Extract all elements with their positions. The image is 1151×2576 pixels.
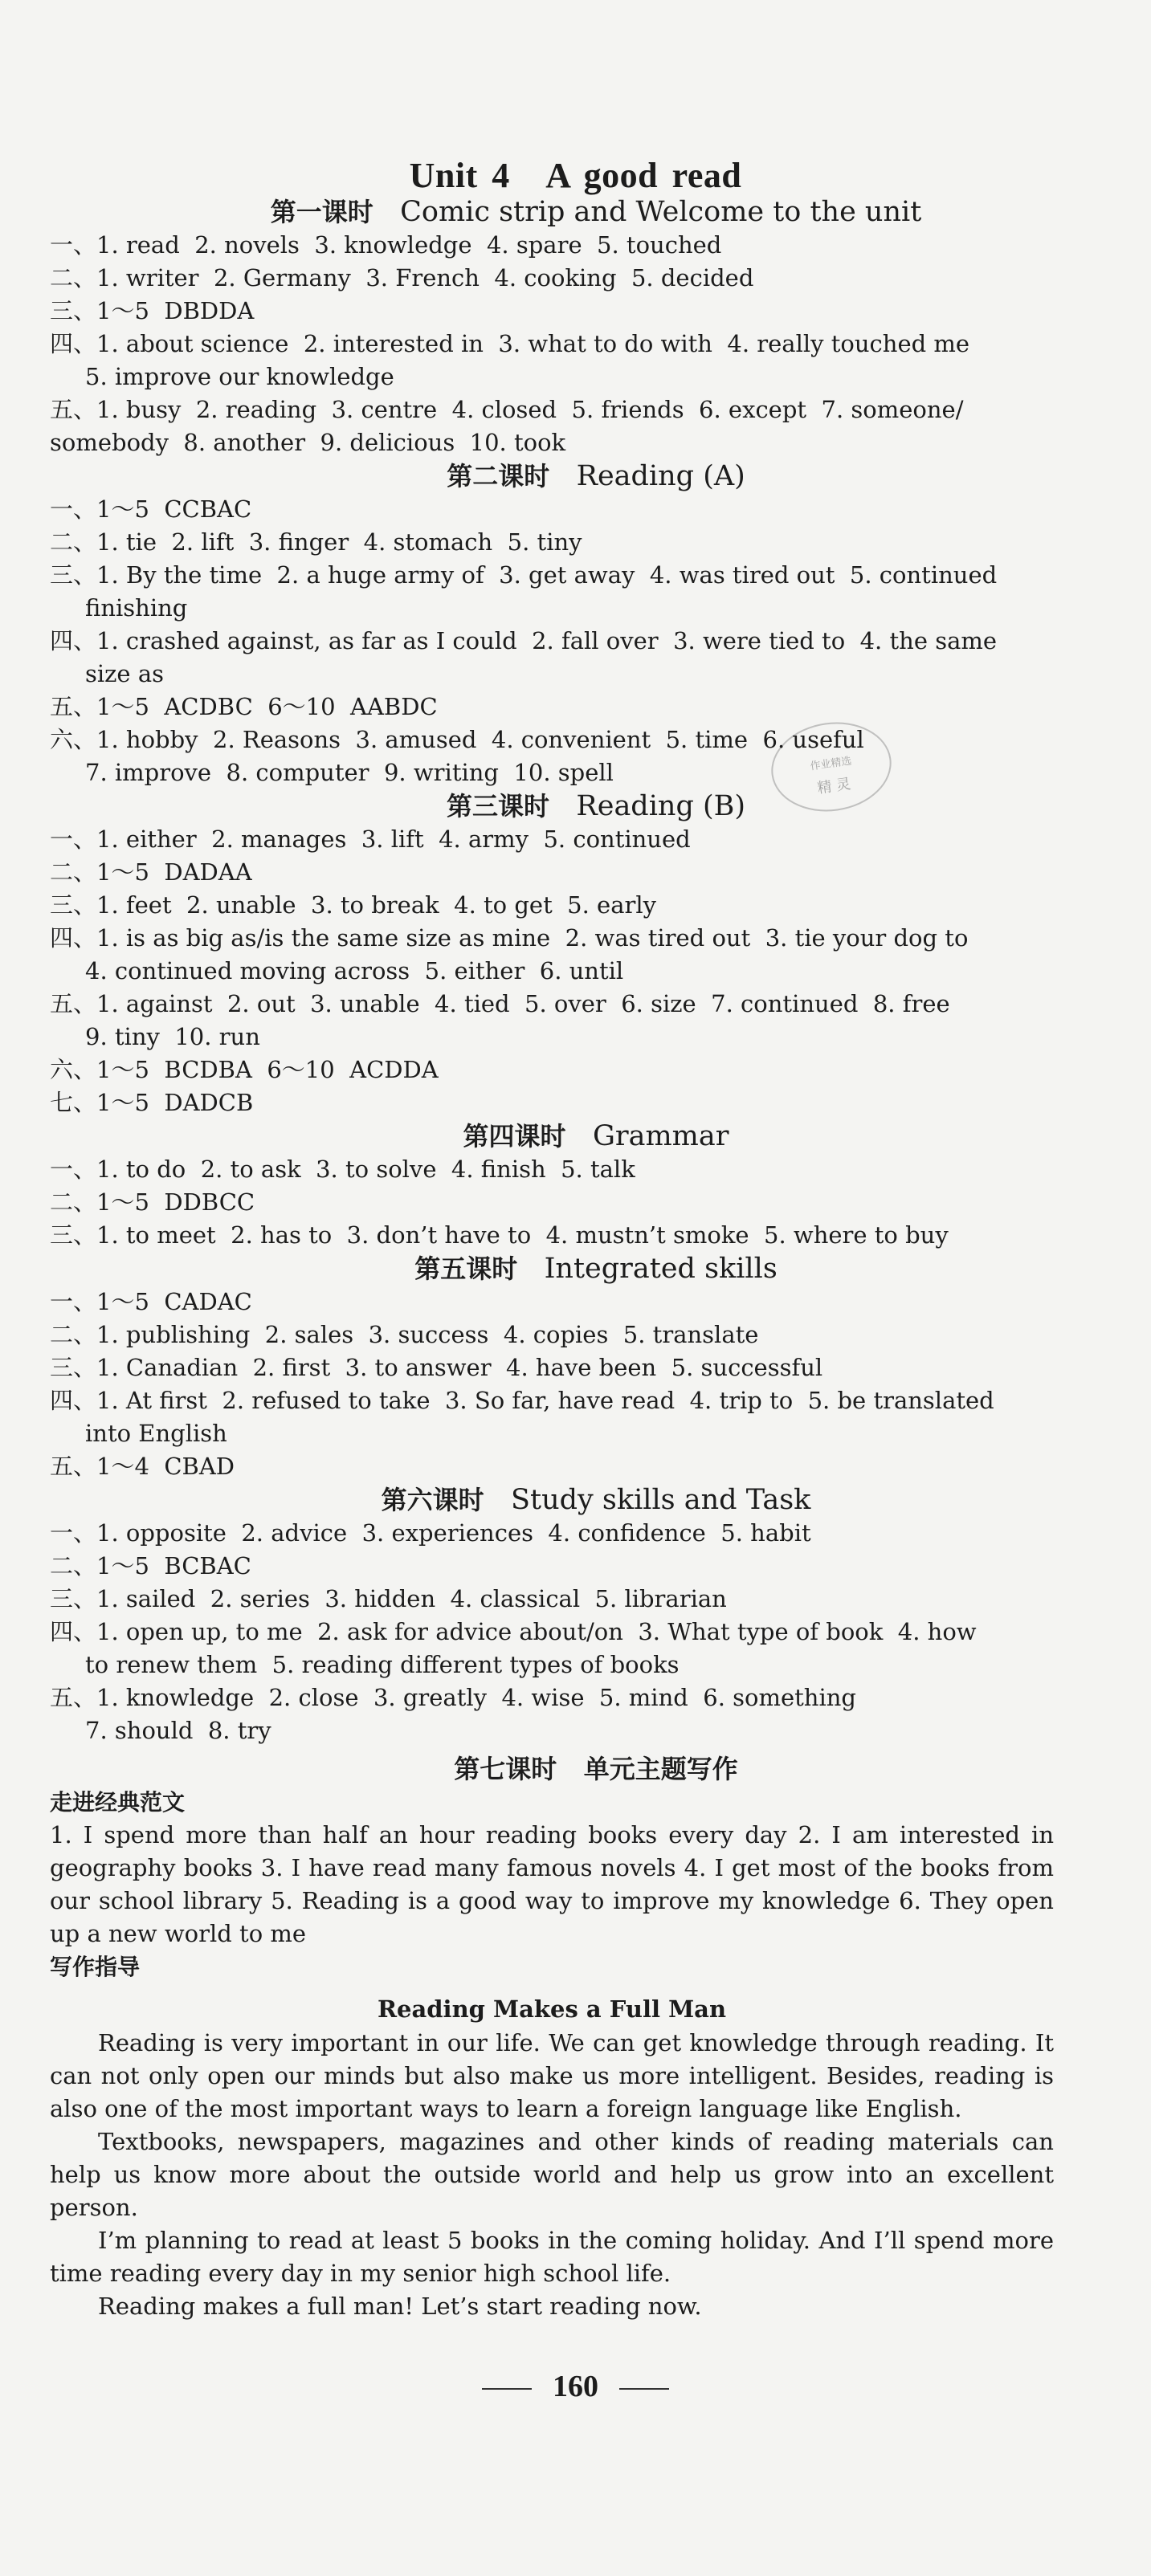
answer-text: 1. publishing 2. sales 3. success 4. copies 5. translate: [96, 1321, 759, 1348]
answer-text: 1～5 ACDBC 6～10 AABDC: [96, 693, 438, 720]
lesson-heading: [50, 195, 1054, 229]
question-number: 二、: [50, 264, 97, 291]
answer-row: [50, 1286, 1054, 1319]
answer-text: 1. about science 2. interested in 3. what to do with 4. really touched me: [96, 330, 970, 357]
answer-text: 1. to do 2. to ask 3. to solve 4. finish 5. talk: [96, 1156, 635, 1183]
answer-row: [50, 361, 1054, 393]
question-number: 一、: [50, 495, 97, 523]
question-number: 五、: [50, 693, 97, 720]
question-number: 五、: [50, 1453, 97, 1480]
answer-row: [50, 723, 1054, 756]
question-number: 七、: [50, 1089, 97, 1116]
essay-paragraph: Reading makes a full man! Let’s start reading now.: [98, 2293, 702, 2320]
answer-text: size as: [85, 660, 164, 687]
question-number: 六、: [50, 726, 97, 753]
question-number: 五、: [50, 990, 97, 1017]
answer-row: [50, 526, 1054, 559]
answer-row: [50, 229, 1054, 262]
answer-text: 1. knowledge 2. close 3. greatly 4. wise 5. mind 6. something: [96, 1684, 856, 1711]
answer-row: [50, 1550, 1054, 1583]
answer-text: 1～5 CADAC: [96, 1288, 252, 1315]
answer-row: [50, 1153, 1054, 1186]
lesson-heading: [50, 1483, 1054, 1517]
answer-text: 1～5 BCDBA 6～10 ACDDA: [96, 1056, 439, 1083]
answer-row: [50, 823, 1054, 856]
watermark-stamp: 作业精选 精 灵: [765, 715, 897, 819]
answer-row: [50, 262, 1054, 295]
lesson-heading: [50, 1752, 1054, 1786]
answer-text: 1. busy 2. reading 3. centre 4. closed 5. friends 6. except 7. someone/: [96, 396, 964, 423]
lesson-heading: [50, 459, 1054, 493]
lesson-title: 单元主题写作: [583, 1754, 738, 1784]
section-label: 写作指导: [50, 1954, 141, 1980]
essay-paragraph: I’m planning to read at least 5 books in the coming holiday. And I’ll spend more time reading every day in my senior high school life.: [50, 2227, 1054, 2287]
answer-text: 1. feet 2. unable 3. to break 4. to get 5. early: [96, 891, 657, 919]
question-number: 三、: [50, 1354, 97, 1381]
answer-text: 7. should 8. try: [85, 1717, 271, 1744]
question-number: 一、: [50, 231, 97, 259]
answer-text: 1～4 CBAD: [96, 1453, 235, 1480]
answer-text: 1. to meet 2. has to 3. don’t have to 4. mustn’t smoke 5. where to buy: [96, 1221, 949, 1249]
answer-row: [50, 988, 1054, 1021]
answer-row: [50, 295, 1054, 328]
question-number: 三、: [50, 1585, 97, 1612]
answer-text: 1. sailed 2. series 3. hidden 4. classical 5. librarian: [96, 1585, 727, 1612]
question-number: 四、: [50, 1387, 97, 1414]
answer-row: [50, 1186, 1054, 1219]
question-number: 五、: [50, 396, 97, 423]
answer-text: 1. opposite 2. advice 3. experiences 4. confidence 5. habit: [96, 1519, 811, 1547]
question-number: 二、: [50, 858, 97, 886]
unit-title: Unit 4 A good read: [409, 156, 742, 195]
lesson-heading: [50, 789, 1054, 823]
answer-text: 1. By the time 2. a huge army of 3. get away 4. was tired out 5. continued: [96, 561, 998, 589]
lesson-number: 第四课时: [463, 1121, 566, 1151]
answer-text: 5. improve our knowledge: [85, 363, 394, 390]
question-number: 二、: [50, 1321, 97, 1348]
answer-text: to renew them 5. reading different types of books: [85, 1651, 680, 1678]
question-number: 六、: [50, 1056, 97, 1083]
lesson-heading: [50, 1252, 1054, 1286]
lesson-title: Study skills and Task: [511, 1484, 811, 1516]
section-label: 走进经典范文: [50, 1789, 186, 1816]
lesson-number: 第三课时: [446, 791, 549, 821]
answer-text: 1. is as big as/is the same size as mine 2. was tired out 3. tie your dog to: [96, 924, 969, 952]
answer-text: 1～5 DADAA: [96, 858, 252, 886]
lesson-number: 第一课时: [270, 197, 373, 227]
answer-row: [50, 625, 1054, 658]
answer-text: 1. tie 2. lift 3. finger 4. stomach 5. tiny: [96, 528, 582, 556]
answer-text: 1. hobby 2. Reasons 3. amused 4. convenient 5. time 6. useful: [96, 726, 864, 753]
lesson-title: Comic strip and Welcome to the unit: [400, 196, 922, 228]
question-number: 三、: [50, 297, 97, 324]
answer-text: 1～5 DDBCC: [96, 1188, 255, 1216]
question-number: 三、: [50, 561, 97, 589]
essay-paragraph: Reading is very important in our life. We can get knowledge through reading. It can not only open our minds but also make us more intelligent. Besides, reading is also one of the most important ways to learn a foreign language like English.: [50, 2029, 1054, 2122]
lesson-heading: [50, 1119, 1054, 1153]
dash-left: [482, 2388, 532, 2390]
answer-row: [50, 1086, 1054, 1119]
answer-row: [50, 1583, 1054, 1616]
answer-text: somebody 8. another 9. delicious 10. took: [50, 429, 566, 456]
question-number: 三、: [50, 891, 97, 919]
answer-row: [50, 1649, 1054, 1681]
question-number: 四、: [50, 924, 97, 952]
answer-row: [50, 1616, 1054, 1649]
answer-row: [50, 393, 1054, 426]
question-number: 二、: [50, 1552, 97, 1579]
answer-text: 1～5 BCBAC: [96, 1552, 251, 1579]
answer-row: [50, 691, 1054, 723]
answer-text: 1. either 2. manages 3. lift 4. army 5. continued: [96, 825, 691, 853]
answer-row: [50, 955, 1054, 988]
question-number: 一、: [50, 1519, 97, 1547]
answer-row: [50, 1417, 1054, 1450]
answer-text: into English: [85, 1420, 227, 1447]
answer-text: 1. crashed against, as far as I could 2. fall over 3. were tied to 4. the same: [96, 627, 998, 654]
answer-row: [50, 658, 1054, 691]
model-sentences: 1. I spend more than half an hour reading books every day 2. I am interested in geography books 3. I have read many famous novels 4. I get most of the books from our school library 5. Reading is a good way to improve my knowledge 6. They open up a new world to me: [50, 1821, 1054, 1947]
answer-row: [50, 493, 1054, 526]
lesson-title: Integrated skills: [544, 1253, 778, 1285]
question-number: 四、: [50, 1618, 97, 1645]
answer-row: [50, 1054, 1054, 1086]
question-number: 四、: [50, 627, 97, 654]
answer-row: [50, 1319, 1054, 1351]
answer-text: 1. writer 2. Germany 3. French 4. cooking 5. decided: [96, 264, 754, 291]
lesson-number: 第二课时: [447, 461, 550, 491]
question-number: 二、: [50, 1188, 97, 1216]
answer-row: [50, 559, 1054, 592]
answer-row: [50, 1450, 1054, 1483]
answer-row: [50, 1219, 1054, 1252]
answer-text: 1～5 DADCB: [96, 1089, 254, 1116]
essay-title: Reading Makes a Full Man: [377, 1995, 727, 2023]
answer-row: [50, 1384, 1054, 1417]
question-number: 一、: [50, 825, 97, 853]
essay-paragraph: Textbooks, newspapers, magazines and other kinds of reading materials can help us know more about the outside world and help us grow into an excellent person.: [50, 2128, 1054, 2221]
answer-text: finishing: [85, 594, 188, 622]
answer-text: 9. tiny 10. run: [85, 1023, 260, 1050]
lesson-title: Grammar: [592, 1120, 729, 1152]
answer-row: [50, 592, 1054, 625]
lesson-number: 第六课时: [381, 1485, 484, 1515]
answer-row: [50, 426, 1054, 459]
question-number: 四、: [50, 330, 97, 357]
lesson-number: 第七课时: [454, 1754, 557, 1784]
lesson-title: Reading (A): [576, 460, 745, 492]
answer-text: 4. continued moving across 5. either 6. until: [85, 957, 624, 984]
page-number: 160: [0, 2369, 1151, 2404]
answer-row: [50, 889, 1054, 922]
answer-text: 7. improve 8. computer 9. writing 10. spell: [85, 759, 614, 786]
lesson-title: Reading (B): [576, 790, 746, 822]
question-number: 一、: [50, 1288, 97, 1315]
answer-text: 1～5 CCBAC: [96, 495, 252, 523]
answer-row: [50, 1517, 1054, 1550]
lesson-number: 第五课时: [414, 1253, 518, 1284]
essay-body: [50, 2027, 1054, 2323]
answer-text: 1. At first 2. refused to take 3. So far, have read 4. trip to 5. be translated: [96, 1387, 994, 1414]
answer-row: [50, 756, 1054, 789]
answer-text: 1. open up, to me 2. ask for advice about/on 3. What type of book 4. how: [96, 1618, 977, 1645]
answer-row: [50, 922, 1054, 955]
answer-row: [50, 328, 1054, 361]
answer-text: 1. read 2. novels 3. knowledge 4. spare 5. touched: [96, 231, 722, 259]
question-number: 三、: [50, 1221, 97, 1249]
answer-row: [50, 856, 1054, 889]
answer-row: [50, 1714, 1054, 1747]
answer-text: 1. Canadian 2. first 3. to answer 4. have been 5. successful: [96, 1354, 823, 1381]
answer-text: 1. against 2. out 3. unable 4. tied 5. over 6. size 7. continued 8. free: [96, 990, 950, 1017]
dash-right: [619, 2388, 669, 2390]
answer-row: [50, 1351, 1054, 1384]
answer-row: [50, 1681, 1054, 1714]
question-number: 五、: [50, 1684, 97, 1711]
answer-content: [50, 195, 1054, 2323]
answer-text: 1～5 DBDDA: [96, 297, 255, 324]
answer-row: [50, 1021, 1054, 1054]
question-number: 一、: [50, 1156, 97, 1183]
question-number: 二、: [50, 528, 97, 556]
